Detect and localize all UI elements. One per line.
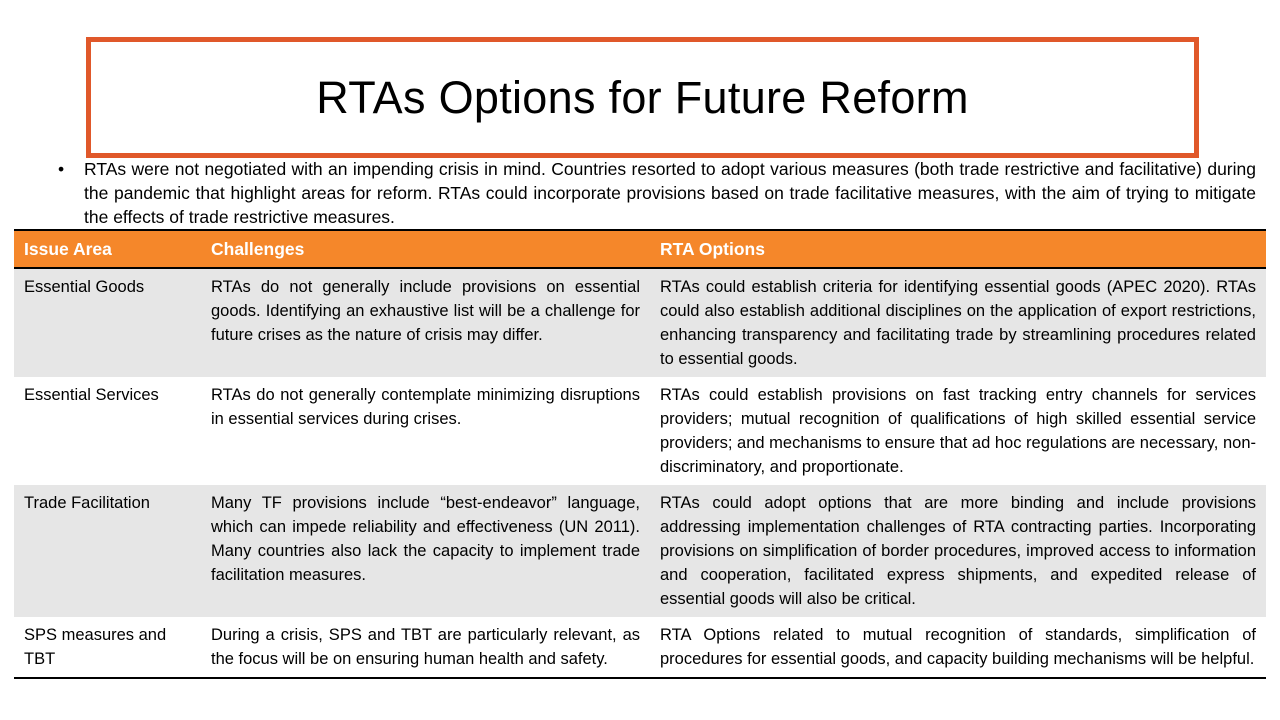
challenges-cell: During a crisis, SPS and TBT are particularly relevant, as the focus will be on ensuring human health and safety. <box>211 626 640 668</box>
issue-cell: SPS measures and TBT <box>24 626 167 668</box>
table-row <box>14 268 1266 377</box>
intro-text: RTAs were not negotiated with an impending crisis in mind. Countries resorted to adopt various measures (both trade restrictive and facilitative) during the pandemic that highlight areas for reform. RTAs could incorporate provisions based on trade facilitative measures, with the aim of trying to mitigate the effects of trade restrictive measures. <box>84 159 1256 227</box>
intro-bullet <box>58 157 1256 229</box>
options-cell: RTA Options related to mutual recognition of standards, simplification of procedures for essential goods, and capacity building mechanisms will be helpful. <box>660 626 1256 668</box>
bullet-dot-icon: • <box>58 159 65 179</box>
challenges-cell: Many TF provisions include “best-endeavor” language, which can impede reliability and effectiveness (UN 2011). Many countries also lack the capacity to implement trade facilitation measures. <box>211 494 640 584</box>
issue-cell: Essential Services <box>24 386 159 404</box>
header-challenges: Challenges <box>211 239 305 259</box>
options-cell: RTAs could establish criteria for identifying essential goods (APEC 2020). RTAs could also establish additional disciplines on the application of export restrictions, enhancing transparency and facilitating trade by streamlining procedures related to essential goods. <box>660 278 1256 368</box>
options-cell: RTAs could adopt options that are more binding and include provisions addressing implementation challenges of RTA contracting parties. Incorporating provisions on simplification of border procedures, improved access to information and cooperation, facilitated express shipments, and expedited release of essential goods will also be critical. <box>660 494 1256 608</box>
table-row <box>14 617 1266 678</box>
title-box <box>86 37 1199 158</box>
slide-title: RTAs Options for Future Reform <box>316 71 969 123</box>
issue-cell: Essential Goods <box>24 278 145 296</box>
header-rta-options: RTA Options <box>660 239 765 259</box>
table-row <box>14 485 1266 617</box>
table-header-row <box>14 230 1266 268</box>
issue-cell: Trade Facilitation <box>24 494 150 512</box>
table-row <box>14 377 1266 485</box>
header-issue-area: Issue Area <box>24 239 112 259</box>
challenges-cell: RTAs do not generally include provisions on essential goods. Identifying an exhaustive list will be a challenge for future crises as the nature of crisis may differ. <box>211 278 640 344</box>
challenges-cell: RTAs do not generally contemplate minimizing disruptions in essential services during crises. <box>211 386 640 428</box>
reform-table <box>14 229 1266 679</box>
options-cell: RTAs could establish provisions on fast tracking entry channels for services providers; mutual recognition of qualifications of high skilled essential service providers; and mechanisms to ensure that ad hoc regulations are necessary, non-discriminatory, and proportionate. <box>660 386 1256 476</box>
